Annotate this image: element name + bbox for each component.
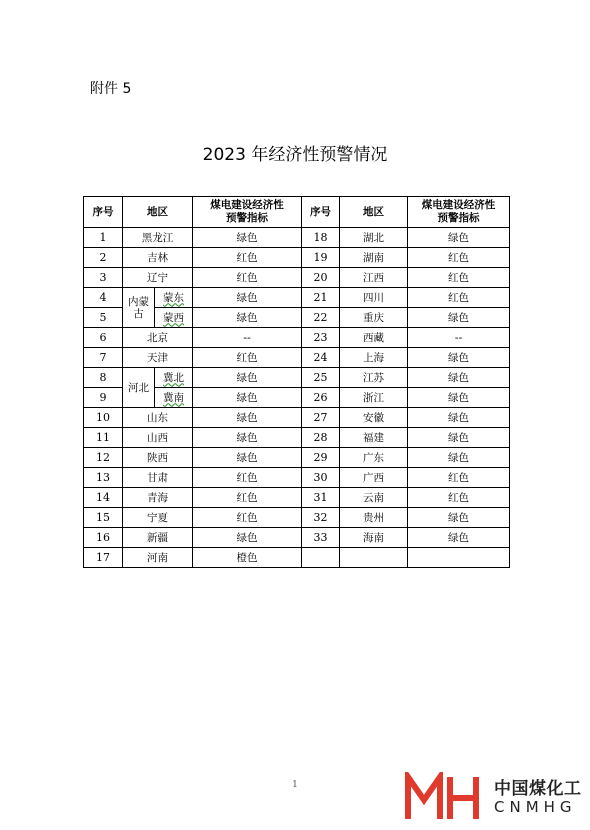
table-row — [84, 228, 510, 248]
warning-table — [83, 196, 510, 568]
region-cell: 广西 — [340, 468, 408, 488]
seq-cell: 20 — [302, 268, 340, 288]
indicator-cell: 绿色 — [193, 228, 302, 248]
region-cell: 北京 — [123, 328, 193, 348]
header-indicator-line1: 煤电建设经济性 — [421, 199, 496, 211]
indicator-cell: 绿色 — [408, 408, 510, 428]
table-row — [84, 548, 510, 568]
header-region-right: 地区 — [340, 197, 408, 228]
region-cell: 陕西 — [123, 448, 193, 468]
table-row — [84, 528, 510, 548]
indicator-cell: 红色 — [408, 288, 510, 308]
seq-cell: 29 — [302, 448, 340, 468]
indicator-cell: 红色 — [408, 468, 510, 488]
header-indicator-line2: 预警指标 — [226, 212, 268, 224]
seq-cell: 3 — [84, 268, 123, 288]
region-cell: 吉林 — [123, 248, 193, 268]
subregion-cell — [155, 308, 193, 328]
region-cell: 宁夏 — [123, 508, 193, 528]
seq-cell: 12 — [84, 448, 123, 468]
indicator-cell: 绿色 — [408, 508, 510, 528]
page-number: 1 — [292, 780, 298, 790]
indicator-cell: -- — [193, 328, 302, 348]
table-row — [84, 428, 510, 448]
region-group-cell: 内蒙古 — [123, 288, 155, 328]
attachment-label: 附件 5 — [90, 81, 132, 97]
region-cell: 江西 — [340, 268, 408, 288]
table-row — [84, 468, 510, 488]
seq-cell: 19 — [302, 248, 340, 268]
seq-cell: 32 — [302, 508, 340, 528]
region-cell: 甘肃 — [123, 468, 193, 488]
table-row — [84, 248, 510, 268]
seq-cell: 28 — [302, 428, 340, 448]
empty-cell — [340, 548, 408, 568]
region-cell: 浙江 — [340, 388, 408, 408]
indicator-cell: 绿色 — [408, 528, 510, 548]
region-cell: 广东 — [340, 448, 408, 468]
seq-cell: 8 — [84, 368, 123, 388]
region-cell: 山西 — [123, 428, 193, 448]
indicator-cell: 红色 — [408, 248, 510, 268]
indicator-cell: 绿色 — [193, 288, 302, 308]
seq-cell: 21 — [302, 288, 340, 308]
indicator-cell: 红色 — [193, 508, 302, 528]
region-cell: 四川 — [340, 288, 408, 308]
indicator-cell: 绿色 — [193, 388, 302, 408]
indicator-cell: 红色 — [193, 488, 302, 508]
indicator-cell: 绿色 — [408, 448, 510, 468]
table-row — [84, 368, 510, 388]
indicator-cell: 绿色 — [408, 388, 510, 408]
indicator-cell: 绿色 — [408, 368, 510, 388]
indicator-cell: 红色 — [408, 488, 510, 508]
region-cell: 贵州 — [340, 508, 408, 528]
seq-cell: 14 — [84, 488, 123, 508]
cnmhg-logo-icon — [404, 772, 484, 822]
seq-cell: 1 — [84, 228, 123, 248]
region-cell: 辽宁 — [123, 268, 193, 288]
seq-cell: 25 — [302, 368, 340, 388]
header-indicator-left — [193, 197, 302, 228]
region-cell: 黑龙江 — [123, 228, 193, 248]
indicator-cell: 绿色 — [193, 528, 302, 548]
subregion-label: 冀北 — [163, 371, 184, 384]
header-indicator-line1: 煤电建设经济性 — [210, 199, 284, 211]
region-cell: 天津 — [123, 348, 193, 368]
indicator-cell: 红色 — [193, 248, 302, 268]
seq-cell: 4 — [84, 288, 123, 308]
region-cell: 湖南 — [340, 248, 408, 268]
region-cell: 河南 — [123, 548, 193, 568]
header-region-left: 地区 — [123, 197, 193, 228]
table-row — [84, 488, 510, 508]
seq-cell: 23 — [302, 328, 340, 348]
page-title: 2023 年经济性预警情况 — [202, 145, 388, 165]
indicator-cell: 绿色 — [193, 448, 302, 468]
subregion-label: 蒙西 — [163, 311, 184, 324]
seq-cell: 26 — [302, 388, 340, 408]
indicator-cell: -- — [408, 328, 510, 348]
subregion-label: 蒙东 — [163, 291, 184, 304]
region-cell: 海南 — [340, 528, 408, 548]
seq-cell: 5 — [84, 308, 123, 328]
subregion-cell — [155, 388, 193, 408]
seq-cell: 2 — [84, 248, 123, 268]
region-cell: 江苏 — [340, 368, 408, 388]
empty-cell — [302, 548, 340, 568]
seq-cell: 24 — [302, 348, 340, 368]
table-row — [84, 268, 510, 288]
subregion-cell — [155, 368, 193, 388]
table-row — [84, 328, 510, 348]
region-cell: 新疆 — [123, 528, 193, 548]
region-cell: 福建 — [340, 428, 408, 448]
watermark-name-en: CNMHG — [494, 798, 577, 816]
indicator-cell: 橙色 — [193, 548, 302, 568]
region-cell: 上海 — [340, 348, 408, 368]
seq-cell: 10 — [84, 408, 123, 428]
region-cell: 云南 — [340, 488, 408, 508]
header-indicator-line2: 预警指标 — [437, 212, 480, 224]
seq-cell: 11 — [84, 428, 123, 448]
indicator-cell: 红色 — [193, 268, 302, 288]
region-cell: 山东 — [123, 408, 193, 428]
indicator-cell: 红色 — [408, 268, 510, 288]
indicator-cell: 红色 — [193, 468, 302, 488]
region-cell: 青海 — [123, 488, 193, 508]
watermark-name-cn: 中国煤化工 — [494, 779, 582, 799]
table-row — [84, 408, 510, 428]
indicator-cell: 绿色 — [408, 308, 510, 328]
table-row — [84, 348, 510, 368]
header-seq-right: 序号 — [302, 197, 340, 228]
seq-cell: 17 — [84, 548, 123, 568]
seq-cell: 16 — [84, 528, 123, 548]
seq-cell: 18 — [302, 228, 340, 248]
region-cell: 西藏 — [340, 328, 408, 348]
indicator-cell: 绿色 — [408, 228, 510, 248]
indicator-cell: 绿色 — [193, 408, 302, 428]
indicator-cell: 绿色 — [193, 428, 302, 448]
indicator-cell: 红色 — [193, 348, 302, 368]
region-cell: 湖北 — [340, 228, 408, 248]
seq-cell: 7 — [84, 348, 123, 368]
region-group-cell: 河北 — [123, 368, 155, 408]
seq-cell: 13 — [84, 468, 123, 488]
table-row — [84, 288, 510, 308]
seq-cell: 31 — [302, 488, 340, 508]
table-header-row — [84, 197, 510, 228]
region-cell: 重庆 — [340, 308, 408, 328]
indicator-cell: 绿色 — [193, 308, 302, 328]
subregion-label: 冀南 — [163, 391, 184, 404]
seq-cell: 22 — [302, 308, 340, 328]
seq-cell: 15 — [84, 508, 123, 528]
seq-cell: 6 — [84, 328, 123, 348]
table-row — [84, 508, 510, 528]
header-indicator-right — [408, 197, 510, 228]
table-row — [84, 448, 510, 468]
indicator-cell: 绿色 — [408, 428, 510, 448]
empty-cell — [408, 548, 510, 568]
seq-cell: 9 — [84, 388, 123, 408]
watermark-logo — [404, 768, 590, 826]
indicator-cell: 绿色 — [193, 368, 302, 388]
subregion-cell — [155, 288, 193, 308]
seq-cell: 30 — [302, 468, 340, 488]
indicator-cell: 绿色 — [408, 348, 510, 368]
seq-cell: 33 — [302, 528, 340, 548]
seq-cell: 27 — [302, 408, 340, 428]
header-seq-left: 序号 — [84, 197, 123, 228]
region-cell: 安徽 — [340, 408, 408, 428]
